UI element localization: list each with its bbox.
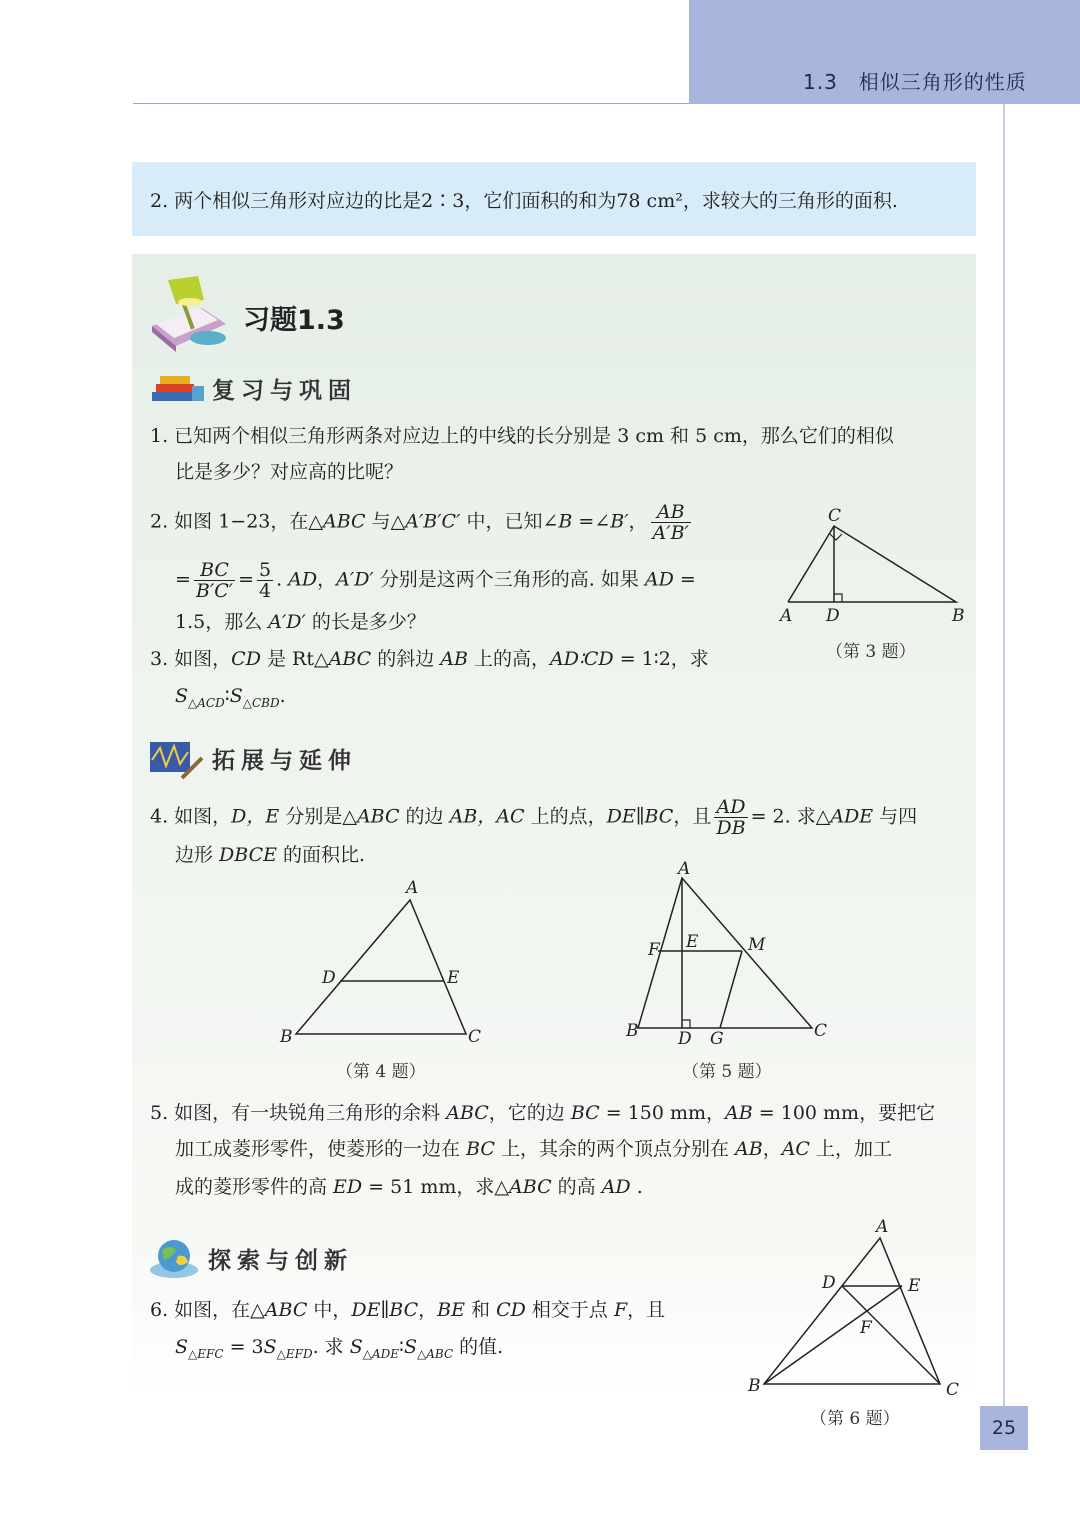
question-1-line-2: 比是多少？对应高的比呢？: [175, 461, 404, 483]
question-6-line-1: 6. 如图，在△ABC 中，DE∥BC，BE 和 CD 相交于点 F，且: [150, 1299, 666, 1321]
fig6-label-a: A: [876, 1217, 889, 1237]
fig5-label-a: A: [678, 859, 691, 879]
question-2-line-1: 2. 如图 1−23，在△ABC 与△A′B′C′ 中，已知∠B =∠B′， $\frac{AB}{A'B'}$: [150, 501, 689, 544]
question-2-line-3: 1.5，那么 A′D′ 的长是多少？: [175, 611, 426, 633]
question-3-line-2: $S_{\triangle ACD}∶S_{\triangle CBD}$.: [175, 685, 286, 710]
fig6-label-f: F: [860, 1318, 872, 1338]
lamp-book-icon: [146, 274, 232, 352]
fig5-label-m: M: [748, 935, 766, 955]
section-explore-heading: 探索与创新: [208, 1247, 353, 1274]
fig4-label-b: B: [280, 1027, 293, 1047]
fig6-label-d: D: [822, 1273, 836, 1293]
fraction-bc: $\frac{BC}{B'C'}$: [195, 559, 234, 602]
fraction-ab: $\frac{AB}{A'B'}$: [652, 501, 689, 544]
question-6-line-2: $S_{\triangle EFC} = 3S_{\triangle EFD}$. 求 $S_{\triangle ADE}∶S_{\triangle ABC}$ 的值.: [175, 1336, 504, 1361]
books-icon: [148, 372, 206, 406]
fig5-label-e: E: [686, 932, 699, 952]
figure-3-right-triangle: [778, 504, 968, 626]
question-3-line-1: 3. 如图，CD 是 Rt△ABC 的斜边 AB 上的高，AD∶CD = 1∶2，求: [150, 648, 709, 670]
margin-divider: [1003, 104, 1005, 1434]
question-4-line-1: 4. 如图，D，E 分别是△ABC 的边 AB，AC 上的点，DE∥BC，且 $\frac{AD}{DB}$ = 2. 求△ADE 与四: [150, 796, 918, 839]
fig3-label-d: D: [826, 606, 840, 626]
section-header-title: 1.3 相似三角形的性质: [803, 70, 1027, 94]
figure-6-caption: （第 6 题）: [810, 1409, 900, 1429]
fig6-label-b: B: [748, 1376, 761, 1396]
question-5-line-1: 5. 如图，有一块锐角三角形的余料 ABC，它的边 BC = 150 mm，AB = 100 mm，要把它: [150, 1102, 936, 1124]
fig4-label-a: A: [406, 878, 419, 898]
figure-4-caption: （第 4 题）: [336, 1062, 426, 1082]
question-5-line-2: 加工成菱形零件，使菱形的一边在 BC 上，其余的两个顶点分别在 AB，AC 上，加工: [175, 1138, 893, 1160]
figure-5-rhombus-in-triangle: [622, 858, 834, 1050]
page-number: 25: [980, 1406, 1028, 1450]
signal-pen-icon: [148, 738, 204, 780]
fig5-label-f: F: [648, 940, 660, 960]
figure-5-caption: （第 5 题）: [682, 1062, 772, 1082]
question-4-line-2: 边形 DBCE 的面积比.: [175, 844, 366, 866]
fig5-label-b: B: [626, 1021, 639, 1041]
fig5-label-g: G: [710, 1029, 724, 1049]
section-extend-heading: 拓展与延伸: [212, 747, 357, 774]
fig3-label-b: B: [952, 606, 965, 626]
fig4-label-e: E: [447, 968, 460, 988]
section-review-heading: 复习与巩固: [212, 377, 357, 404]
fig5-label-d: D: [678, 1029, 692, 1049]
globe-icon: [148, 1236, 200, 1280]
fig6-label-e: E: [908, 1276, 921, 1296]
figure-6-triangle: [746, 1216, 964, 1398]
header-divider: [133, 103, 689, 104]
fig3-label-a: A: [780, 606, 793, 626]
question-1-line-1: 1. 已知两个相似三角形两条对应边上的中线的长分别是 3 cm 和 5 cm，那么它们的相似: [150, 425, 894, 447]
fig3-label-c: C: [828, 506, 842, 526]
exercise-title: 习题1.3: [243, 305, 345, 336]
figure-4-triangle: [278, 876, 488, 1048]
fig6-label-c: C: [946, 1380, 960, 1398]
fig4-label-c: C: [468, 1027, 482, 1047]
figure-3-caption: （第 3 题）: [826, 642, 916, 662]
fraction-five-fourths: $\frac{5}{4}$: [258, 559, 272, 602]
practice-question-2: 2. 两个相似三角形对应边的比是2∶3，它们面积的和为78 cm²，求较大的三角形的面积.: [150, 190, 898, 212]
question-5-line-3: 成的菱形零件的高 ED = 51 mm，求△ABC 的高 AD .: [175, 1176, 643, 1198]
question-2-line-2: = $\frac{BC}{B'C'}$ = $\frac{5}{4}$ . AD，A′D′ 分别是这两个三角形的高. 如果 AD =: [175, 559, 696, 602]
fig4-label-d: D: [322, 968, 336, 988]
fraction-ad-db: $\frac{AD}{DB}$: [716, 796, 746, 839]
fig5-label-c: C: [814, 1021, 828, 1041]
